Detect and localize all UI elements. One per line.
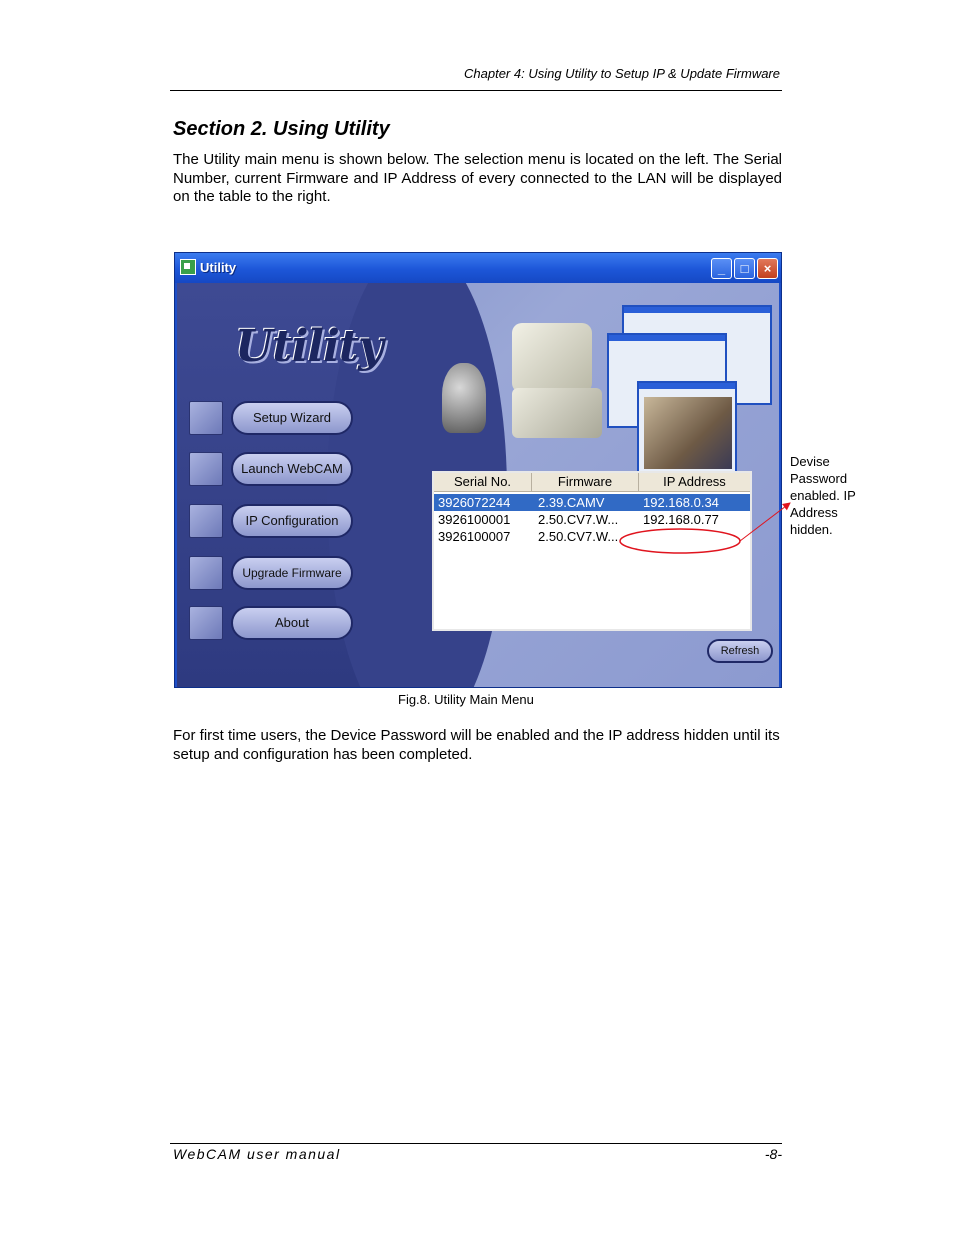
maximize-button[interactable]: □ xyxy=(734,258,755,279)
utility-logo: Utility xyxy=(235,321,383,372)
ip-cell: 192.168.0.34 xyxy=(643,495,719,510)
window-title: Utility xyxy=(200,260,237,275)
serial-cell: 3926100007 xyxy=(438,529,511,544)
ip-configuration-button[interactable]: IP Configuration xyxy=(231,504,353,538)
setup-wizard-button[interactable]: Setup Wizard xyxy=(231,401,353,435)
refresh-button[interactable]: Refresh xyxy=(707,639,773,663)
upgrade-firmware-button[interactable]: Upgrade Firmware xyxy=(231,556,353,590)
footer-rule xyxy=(170,1143,782,1144)
ip-cell: 192.168.0.77 xyxy=(643,512,719,527)
callout-arrow xyxy=(740,503,790,541)
intro-paragraph: The Utility main menu is shown below. The selection menu is located on the left. The Serial Number, current Firmware and IP Address of every connected to the LAN will be displayed on the table to the right. xyxy=(173,151,782,205)
footer-title: WebCAM user manual xyxy=(173,1146,341,1162)
column-serial[interactable]: Serial No. xyxy=(434,473,532,491)
hidden-ip-highlight xyxy=(620,529,740,553)
firmware-cell: 2.39.CAMV xyxy=(538,495,605,510)
outro-paragraph: For first time users, the Device Password will be enabled and the IP address hidden until its setup and configuration has been completed. xyxy=(173,727,780,763)
page-number: -8- xyxy=(764,1146,782,1162)
callout-note: Devise Password enabled. IP Address hidden. xyxy=(790,454,856,537)
section-title: Section 2. Using Utility xyxy=(173,118,390,140)
serial-cell: 3926100001 xyxy=(438,512,511,527)
about-button[interactable]: About xyxy=(231,606,353,640)
launch-webcam-button[interactable]: Launch WebCAM xyxy=(231,452,353,486)
firmware-cell: 2.50.CV7.W... xyxy=(538,529,619,544)
chapter-header: Chapter 4: Using Utility to Setup IP & Update Firmware xyxy=(464,66,780,81)
firmware-cell: 2.50.CV7.W... xyxy=(538,512,619,527)
close-button[interactable]: × xyxy=(757,258,778,279)
minimize-button[interactable]: _ xyxy=(711,258,732,279)
serial-cell: 3926072244 xyxy=(438,495,511,510)
figure-caption: Fig.8. Utility Main Menu xyxy=(398,692,534,707)
column-ip-address[interactable]: IP Address xyxy=(663,474,726,489)
column-firmware[interactable]: Firmware xyxy=(532,473,639,491)
